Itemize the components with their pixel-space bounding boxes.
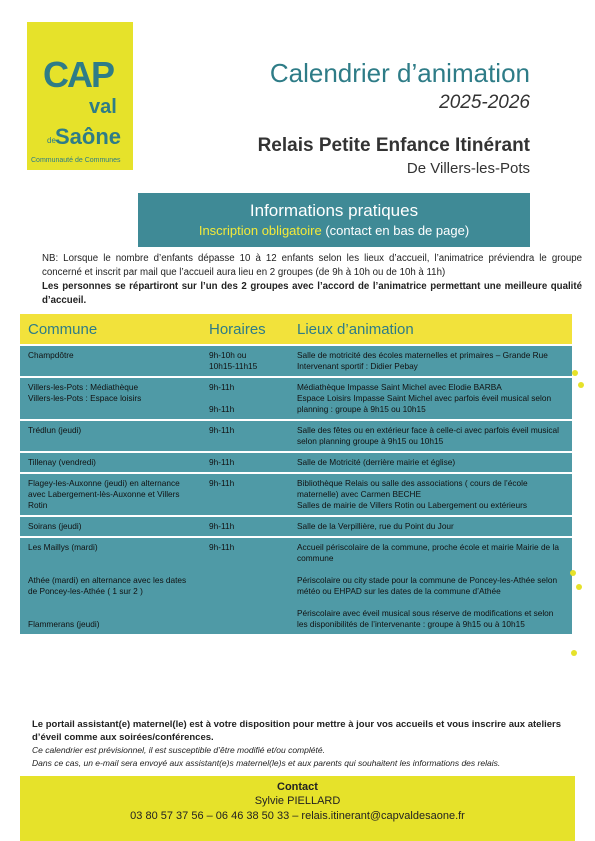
cell-commune: Les Maillys (mardi) Athée (mardi) en alternance avec les dates de Poncey-les-Athée ( 1 sur 2 ) Flammerans (jeudi) <box>20 537 201 634</box>
email-note: Dans ce cas, un e-mail sera envoyé aux assistant(e)s maternel(le)s et aux parents qui souhaitent les informations des relais. <box>32 758 501 768</box>
cell-lieux: Médiathèque Impasse Saint Michel avec Elodie BARBA Espace Loisirs Impasse Saint Michel avec parfois éveil musical selon planning : groupe à 9h15 ou 10h15 <box>289 377 572 420</box>
table-header-row <box>20 314 572 345</box>
decorative-dots <box>568 370 588 670</box>
cell-commune: Flagey-les-Auxonne (jeudi) en alternance avec Labergement-lès-Auxonne et Villers Rotin <box>20 473 201 516</box>
table-row <box>20 377 572 420</box>
footer-notes <box>32 718 582 770</box>
dot-decoration <box>571 650 577 656</box>
info-inscription-line <box>138 223 530 238</box>
cell-lieux: Salle des fêtes ou en extérieur face à celle-ci avec parfois éveil musical selon planning groupe à 9h15 ou 10h15 <box>289 420 572 452</box>
table-row <box>20 473 572 516</box>
contact-details: 03 80 57 37 56 – 06 46 38 50 33 – relais.itinerant@capvaldesaone.fr <box>130 810 465 822</box>
cell-commune: Villers-les-Pots : Médiathèque Villers-les-Pots : Espace loisirs <box>20 377 201 420</box>
cell-lieux: Salle de la Verpillière, rue du Point du Jour <box>289 516 572 537</box>
provisional-note: Ce calendrier est prévisionnel, il est susceptible d’être modifié et/ou complété. <box>32 745 325 755</box>
cell-lieux: Salle de motricité des écoles maternelles et primaires – Grande Rue Intervenant sportif : Didier Pebay <box>289 345 572 377</box>
cell-commune: Soirans (jeudi) <box>20 516 201 537</box>
page-year: 2025-2026 <box>439 92 530 113</box>
logo-cap-text: CAP <box>43 54 114 95</box>
table-row <box>20 537 572 634</box>
logo-de-text: de <box>47 136 56 145</box>
contact-name: Sylvie PIELLARD <box>254 795 341 807</box>
table-row <box>20 345 572 377</box>
page-title: Calendrier d’animation <box>269 58 530 88</box>
logo <box>27 22 133 170</box>
table-row <box>20 516 572 537</box>
info-box <box>138 193 530 247</box>
cell-horaires: 9h-11h <box>201 452 289 473</box>
cell-horaires: 9h-10h ou 10h15-11h15 <box>201 345 289 377</box>
cell-horaires: 9h-11h 9h-11h <box>201 377 289 420</box>
cell-lieux: Bibliothèque Relais ou salle des associations ( cours de l’école maternelle) avec Carmen BECHE Salles de mairie de Villers Rotin ou Labergement ou extérieurs <box>289 473 572 516</box>
nb-line-2: Les personnes se répartiront sur l’un des 2 groupes avec l’accord de l’animatrice permettant une meilleure qualité d’accueil. <box>42 281 582 306</box>
table-row <box>20 420 572 452</box>
cell-lieux: Salle de Motricité (derrière mairie et église) <box>289 452 572 473</box>
schedule-table <box>20 314 572 634</box>
info-heading: Informations pratiques <box>249 201 419 220</box>
dot-decoration <box>578 382 584 388</box>
dot-decoration <box>572 370 578 376</box>
inscription-note: (contact en bas de page) <box>325 223 470 238</box>
dot-decoration <box>570 570 576 576</box>
cell-commune: Champdôtre <box>20 345 201 377</box>
dot-decoration <box>576 584 582 590</box>
cell-horaires: 9h-11h <box>201 420 289 452</box>
inscription-label: Inscription obligatoire <box>198 223 322 238</box>
logo-val-text: val <box>89 96 117 118</box>
logo-subtitle: Communauté de Communes <box>31 157 121 164</box>
table-row <box>20 452 572 473</box>
page-location: De Villers-les-Pots <box>406 160 530 177</box>
header-lieux: Lieux d’animation <box>289 314 572 345</box>
cell-horaires: 9h-11h <box>201 516 289 537</box>
contact-box <box>20 776 575 841</box>
contact-title: Contact <box>277 781 318 793</box>
logo-saone-text: Saône <box>55 124 122 149</box>
header-horaires: Horaires <box>201 314 289 345</box>
cell-horaires: 9h-11h <box>201 473 289 516</box>
cell-commune: Trédlun (jeudi) <box>20 420 201 452</box>
nb-line-1: NB: Lorsque le nombre d’enfants dépasse 10 à 12 enfants selon les lieux d’accueil, l’animatrice préviendra le groupe concerné et inscrit par mail que l’accueil aura lieu en 2 groupes (de 9h à 10h ou de 10h à 11h) <box>42 253 582 278</box>
portail-note: Le portail assistant(e) maternel(le) est à votre disposition pour mettre à jour vos accueils et vous inscrire aux ateliers d’éveil comme aux soirées/conférences. <box>32 719 562 743</box>
header-commune: Commune <box>20 314 201 345</box>
cell-commune: Tillenay (vendredi) <box>20 452 201 473</box>
cell-horaires: 9h-11h <box>201 537 289 634</box>
nb-paragraph <box>42 252 582 308</box>
page-subtitle: Relais Petite Enfance Itinérant <box>257 135 530 156</box>
cell-lieux: Accueil périscolaire de la commune, proche école et mairie Mairie de la commune Périscolaire ou city stade pour la commune de Poncey-les-Athée selon météo ou EHPAD sur les dates de la commune d’Athée Périscolaire avec éveil musical sous réserve de modifications et selon les disponibilités de l’intervenante : groupe à 9h15 ou à 10h15 <box>289 537 572 634</box>
